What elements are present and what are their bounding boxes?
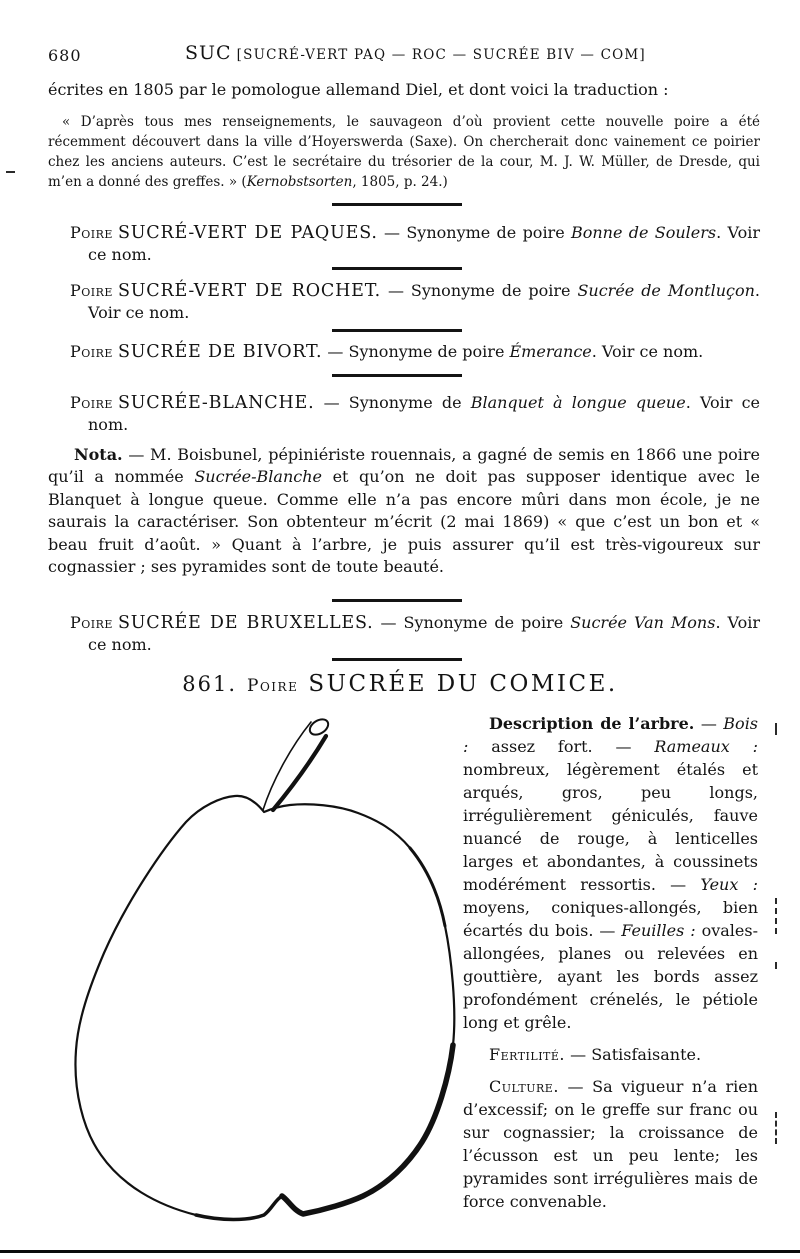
page-bottom-scan-edge (0, 1250, 800, 1253)
section-separator (332, 599, 462, 602)
synonym-entry-rochet (48, 280, 760, 323)
entry-poire-label: Poire (70, 223, 113, 242)
article-title (0, 671, 800, 697)
synonym-entry-bivort (48, 341, 760, 363)
scan-artifact-marks (775, 723, 777, 735)
synonym-entry-paques (48, 222, 760, 265)
entry-poire-label: Poire (70, 393, 113, 412)
entry-text: — Synonyme de poire Sucrée Van Mons. Voir ce nom. (88, 613, 761, 654)
pear-body-outline (75, 796, 454, 1220)
intro-lead-paragraph: écrites en 1805 par le pomologue allemand Diel, et dont voici la traduction : (48, 80, 669, 99)
scan-artifact-marks (775, 962, 777, 969)
entry-text: — Synonyme de Blanquet à longue queue. Voir ce nom. (88, 393, 761, 434)
synonym-entry-bruxelles (48, 612, 760, 655)
scan-artifact-marks (775, 898, 777, 934)
description-column (463, 712, 758, 1213)
entry-name: SUCRÉ-VERT DE ROCHET. (117, 281, 381, 301)
synonym-entry-blanche (48, 392, 760, 435)
running-header-keyword: SUC (185, 42, 232, 64)
article-name: SUCRÉE DU COMICE. (308, 671, 618, 697)
page-number: 680 (48, 46, 82, 65)
section-separator (332, 329, 462, 332)
entry-name: SUCRÉE DE BIVORT. (117, 342, 323, 362)
pear-stem-tip (307, 716, 331, 738)
entry-poire-label: Poire (70, 342, 113, 361)
pear-shade-stroke (410, 848, 445, 926)
nota-paragraph: Nota. — M. Boisbunel, pépiniériste rouennais, a gagné de semis en 1866 une poire qu’il a nommée Sucrée-Blanche et qu’on ne doit pas supposer identique avec le Blanquet à longue queue. Comme elle n’a pas encore mûri dans mon école, je ne saurais la caractériser. Son obtenteur m’écrit (2 mai 1869) « que c’est un bon et « beau fruit d’août. » Quant à l’arbre, je puis assurer qu’il est très-vigoureux sur cognassier ; ses pyramides sont de toute beauté. (48, 445, 760, 577)
entry-poire-label: Poire (70, 281, 113, 300)
article-number: 861. (182, 672, 238, 696)
pear-shade-stroke (282, 1045, 453, 1214)
entry-name: SUCRÉE DE BRUXELLES. (117, 613, 374, 633)
article-poire-label: Poire (247, 676, 299, 696)
entry-poire-label: Poire (70, 613, 113, 632)
section-separator (332, 203, 462, 206)
culture-paragraph: Culture. — Sa vigueur n’a rien d’excessif; on le greffe sur franc ou sur cognassier; la croissance de l’écusson est un peu lente; les pyramides sont irrégulières mais de force convenable. (463, 1077, 758, 1211)
pear-stem-left (263, 722, 311, 810)
section-separator (332, 267, 462, 270)
fertility-paragraph: Fertilité. — Satisfaisante. (489, 1045, 702, 1064)
running-header (185, 42, 646, 64)
pear-shade-stroke (196, 1196, 282, 1220)
scan-artifact-dash (6, 171, 15, 173)
translated-quote-paragraph: « D’après tous mes renseignements, le sauvageon d’où provient cette nouvelle poire a été récemment découvert dans la ville d’Hoyerswerda (Saxe). On chercherait donc vainement ce poirier chez les anciens auteurs. C’est le secrétaire du trésorier de la cour, M. J. W. Müller, de Dresde, qui m’en a donné des greffes. » (Kernobstsorten, 1805, p. 24.) (48, 114, 760, 190)
pear-stem-right (273, 736, 326, 810)
entry-name: SUCRÉ-VERT DE PAQUES. (117, 223, 378, 243)
scan-artifact-marks (775, 1112, 777, 1144)
tree-description-paragraph: Description de l’arbre. — Bois : assez fort. — Rameaux : nombreux, légèrement étalés et arqués, gros, peu longs, irrégulièrement géniculés, fauve nuancé de rouge, à lenticelles larges et abondantes, à coussinets modérément ressortis. — Yeux : moyens, coniques-allongés, bien écartés du bois. — Feuilles : ovales-allongées, planes ou relevées en gouttière, ayant les bords assez profondément crénelés, le pétiole long et grêle. (463, 714, 759, 1032)
running-header-range: [SUCRÉ-VERT PAQ — ROC — SUCRÉE BIV — COM] (236, 47, 646, 63)
entry-text: — Synonyme de poire Bonne de Soulers. Voir ce nom. (88, 223, 760, 264)
section-separator (332, 658, 462, 661)
entry-name: SUCRÉE-BLANCHE. (117, 393, 315, 413)
entry-text: — Synonyme de poire Sucrée de Montluçon. Voir ce nom. (88, 281, 761, 322)
entry-text: — Synonyme de poire Émerance. Voir ce nom. (322, 342, 704, 361)
section-separator (332, 374, 462, 377)
